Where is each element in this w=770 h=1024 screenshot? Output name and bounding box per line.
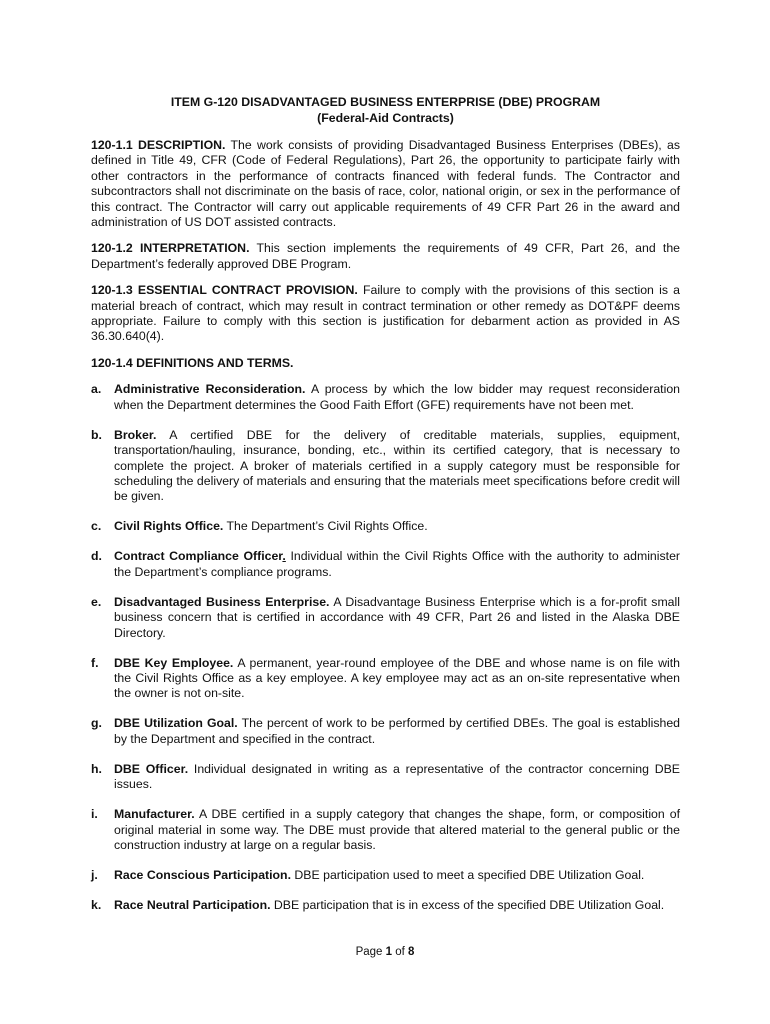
definition-text: A DBE certified in a supply category that changes the shape, form, or composition of original material in some way. The DBE must provide that altered material to the general public or the construction industry at large on a regular basis. bbox=[114, 807, 680, 852]
definition-text: DBE participation that is in excess of the specified DBE Utilization Goal. bbox=[270, 897, 665, 912]
section-text: Failure to comply with the provisions of this section is a material breach of contract, which may result in contract termination or other remedy as DOT&PF deems appropriate. Failure to comply with this section is justification for debarment action as provided in AS 36.30.640(4). bbox=[91, 283, 680, 344]
page-number-total: 8 bbox=[408, 946, 415, 958]
definition-text: DBE participation used to meet a specified DBE Utilization Goal. bbox=[290, 867, 645, 882]
definition-item-f bbox=[91, 656, 680, 702]
section-heading: 120-1.3 ESSENTIAL CONTRACT PROVISION. bbox=[91, 283, 358, 298]
item-letter: h. bbox=[91, 761, 102, 776]
page-footer bbox=[0, 946, 770, 958]
section-text: The work consists of providing Disadvantaged Business Enterprises (DBEs), as defined in Title 49, CFR (Code of Federal Regulations), Part 26, the opportunity to participate fairly with other contractors in the performance of contracts financed with federal funds. The Contractor and subcontractors shall not discriminate on the basis of race, color, national origin, or sex in the performance of this contract. The Contractor will carry out applicable requirements of 49 CFR Part 26 in the award and administration of US DOT assisted contracts. bbox=[91, 138, 680, 230]
item-letter: d. bbox=[91, 549, 102, 564]
definition-term: Race Conscious Participation. bbox=[114, 867, 291, 882]
definition-term: DBE Key Employee. bbox=[114, 655, 234, 670]
definition-text: A certified DBE for the delivery of creditable materials, supplies, equipment, transportation/hauling, insurance, bonding, etc., within its certified category, that is necessary to complete the project. A broker of materials certified in a supply category must be responsible for scheduling the delivery of materials and ensuring that the materials meet specifications before credit will be given. bbox=[114, 427, 680, 504]
definition-term: Race Neutral Participation. bbox=[114, 897, 271, 912]
definition-text: A permanent, year-round employee of the DBE and whose name is on file with the Civil Rights Office as a key employee. A key employee may act as an on-site representative when the owner is not on-site. bbox=[114, 655, 680, 701]
definition-term: Administrative Reconsideration. bbox=[114, 382, 306, 397]
definition-term: DBE Utilization Goal. bbox=[114, 716, 238, 731]
definition-text: The percent of work to be performed by certified DBEs. The goal is established by the Department and specified in the contract. bbox=[114, 716, 680, 746]
section-120-1-4 bbox=[91, 356, 680, 371]
item-letter: a. bbox=[91, 382, 102, 397]
definition-item-b bbox=[91, 428, 680, 505]
page-number-current: 1 bbox=[385, 946, 393, 958]
definition-text: The Department’s Civil Rights Office. bbox=[223, 519, 428, 534]
item-letter: j. bbox=[91, 867, 98, 882]
section-heading: 120-1.2 INTERPRETATION. bbox=[91, 241, 250, 256]
definition-item-d bbox=[91, 549, 680, 580]
section-120-1-1 bbox=[91, 138, 680, 230]
definitions-list bbox=[91, 382, 680, 913]
item-letter: i. bbox=[91, 807, 98, 822]
definition-item-i bbox=[91, 807, 680, 853]
section-heading: 120-1.1 DESCRIPTION. bbox=[91, 138, 226, 152]
definition-text: A Disadvantage Business Enterprise which is a for-profit small business concern that is certified in accordance with 49 CFR, Part 26 and listed in the Alaska DBE Directory. bbox=[114, 594, 680, 640]
definition-term: Civil Rights Office. bbox=[114, 519, 224, 534]
section-120-1-3 bbox=[91, 283, 680, 345]
definition-text: Individual within the Civil Rights Office with the authority to administer the Department’s compliance programs. bbox=[114, 549, 681, 579]
title-line-1: ITEM G-120 DISADVANTAGED BUSINESS ENTERPRISE (DBE) PROGRAM bbox=[170, 95, 601, 109]
item-letter: b. bbox=[91, 427, 102, 442]
definition-item-e bbox=[91, 595, 680, 641]
item-letter: f. bbox=[91, 655, 99, 670]
definition-term: Broker. bbox=[114, 427, 157, 442]
definition-item-a bbox=[91, 382, 680, 413]
item-letter: e. bbox=[91, 594, 102, 609]
page-number-middle: of bbox=[392, 946, 409, 958]
title-line-2: (Federal-Aid Contracts) bbox=[317, 111, 454, 125]
definition-text: A process by which the low bidder may request reconsideration when the Department determines the Good Faith Effort (GFE) requirements have not been met. bbox=[114, 382, 680, 412]
definition-text: Individual designated in writing as a representative of the contractor concerning DBE issues. bbox=[114, 761, 680, 792]
definition-item-j bbox=[91, 868, 680, 883]
definition-term: Manufacturer. bbox=[114, 807, 195, 822]
definition-term: Contract Compliance Officer bbox=[114, 549, 283, 564]
definition-item-g bbox=[91, 716, 680, 747]
definition-term-tail: . bbox=[282, 549, 286, 564]
definition-term: DBE Officer. bbox=[114, 761, 189, 776]
definition-term: Disadvantaged Business Enterprise. bbox=[114, 594, 330, 609]
document-title bbox=[91, 94, 680, 126]
item-letter: k. bbox=[91, 897, 102, 912]
item-letter: c. bbox=[91, 519, 102, 534]
section-heading: 120-1.4 DEFINITIONS AND TERMS. bbox=[91, 355, 294, 370]
page-number-prefix: Page bbox=[355, 946, 386, 958]
definition-item-k bbox=[91, 898, 680, 913]
section-text: This section implements the requirements of 49 CFR, Part 26, and the Department’s federally approved DBE Program. bbox=[91, 241, 680, 271]
item-letter: g. bbox=[91, 716, 102, 731]
definition-item-c bbox=[91, 519, 680, 534]
section-120-1-2 bbox=[91, 241, 680, 272]
definition-item-h bbox=[91, 762, 680, 793]
